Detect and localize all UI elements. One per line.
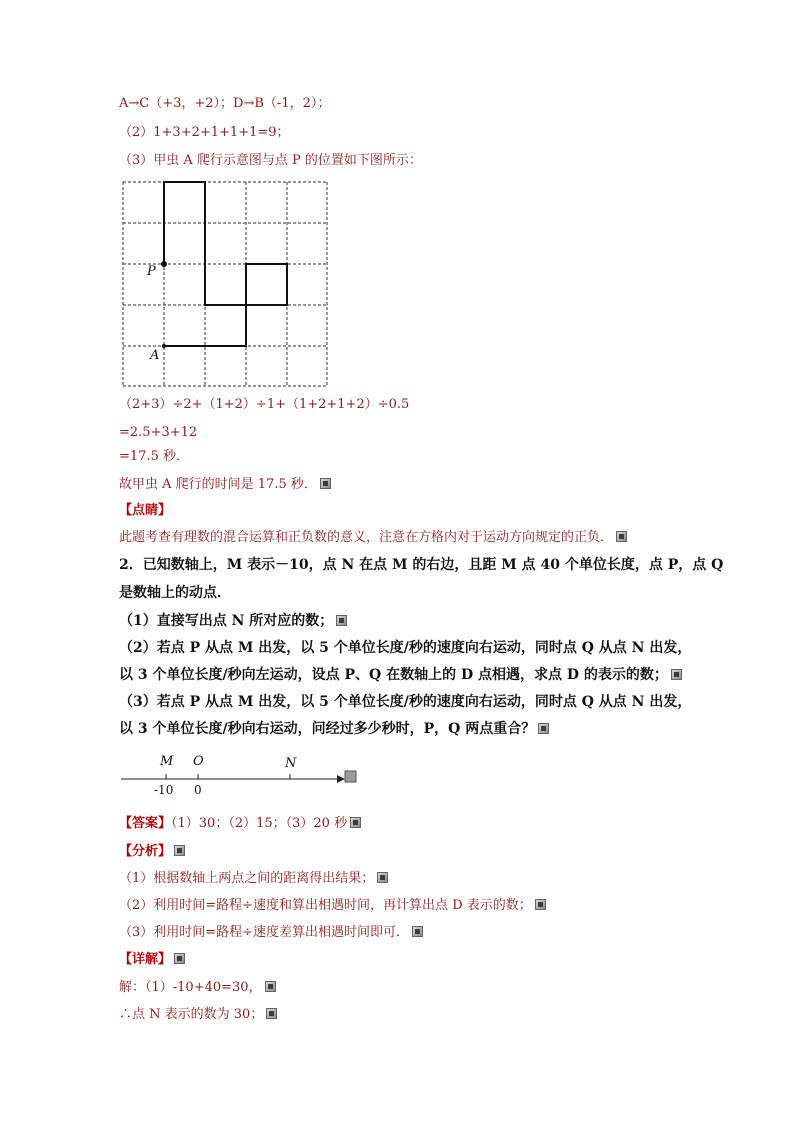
small-square: [246, 264, 287, 305]
answer-text: （1）30；（2）15；（3）20 秒: [171, 816, 348, 831]
marker-icon: [320, 478, 331, 489]
marker-icon: [377, 872, 388, 883]
marker-icon: [538, 723, 549, 734]
question-2-part-3b: 以 3 个单位长度/秒向右运动，问经过多少秒时，P，Q 两点重合？: [119, 720, 549, 738]
conclusion-line: 故甲虫 A 爬行的时间是 17.5 秒．: [119, 476, 331, 494]
calc-line-1: （2+3）÷2+（1+2）÷1+（1+2+1+2）÷0.5: [119, 397, 410, 412]
question-2-line-2: 是数轴上的动点．: [119, 585, 231, 601]
point-a: [162, 344, 166, 348]
answer-line-1: A→C（+3，+2）；D→B（-1，2）；: [119, 96, 331, 111]
answer-row: [119, 815, 361, 833]
marker-icon: [671, 669, 682, 680]
question-2-part-1: （1）直接写出点 N 所对应的数；: [119, 612, 347, 630]
tick-o: 0: [194, 783, 202, 797]
label-a: A: [150, 348, 160, 363]
question-2-part-3a: （3）若点 P 从点 M 出发，以 5 个单位长度/秒的速度向右运动，同时点 Q 从点 N 出发，: [119, 694, 692, 710]
dianjing-text: 此题考查有理数的混合运算和正负数的意义，注意在方格内对于运动方向规定的正负．: [119, 529, 627, 547]
label-o: O: [193, 754, 204, 769]
number-line: [119, 748, 369, 800]
label-m: M: [160, 754, 174, 769]
marker-icon: [265, 981, 276, 992]
marker-icon: [616, 531, 627, 542]
calc-line-2: =2.5+3+12: [119, 425, 198, 440]
marker-icon: [174, 845, 185, 856]
calc-line-3: =17.5 秒．: [119, 449, 189, 464]
answer-line-3: （3）甲虫 A 爬行示意图与点 P 的位置如下图所示：: [119, 153, 422, 168]
marker-icon: [350, 817, 361, 828]
answer-line-2: （2）1+3+2+1+1+1=9；: [119, 125, 290, 140]
marker-icon: [412, 926, 423, 937]
dianjing-heading: 【点睛】: [119, 503, 172, 518]
arrow-head: [337, 775, 345, 783]
fenxi-line-1: （1）根据数轴上两点之间的距离得出结果；: [119, 870, 388, 888]
question-2-line-1: 2．已知数轴上，M 表示－10，点 N 在点 M 的右边，且距 M 点 40 个单位长度，点 P，点 Q: [119, 557, 724, 573]
point-p: [161, 261, 167, 267]
marker-icon: [345, 771, 356, 782]
marker-icon: [266, 1008, 277, 1019]
label-p: P: [147, 264, 156, 279]
marker-icon: [535, 899, 546, 910]
tick-m: -10: [154, 783, 174, 797]
grid-figure: [119, 178, 331, 390]
fenxi-line-2: （2）利用时间=路程÷速度和算出相遇时间，再计算出点 D 表示的数；: [119, 897, 546, 915]
marker-icon: [174, 953, 185, 964]
fenxi-heading: 【分析】: [119, 843, 185, 861]
marker-icon: [336, 615, 347, 626]
xiangjie-line-2: ∴点 N 表示的数为 30；: [119, 1006, 277, 1024]
question-2-part-2b: 以 3 个单位长度/秒向左运动，设点 P、Q 在数轴上的 D 点相遇，求点 D 的表示的数；: [119, 666, 682, 684]
question-2-part-2a: （2）若点 P 从点 M 出发，以 5 个单位长度/秒的速度向右运动，同时点 Q 从点 N 出发，: [119, 640, 692, 656]
xiangjie-line-1: 解：（1）-10+40=30，: [119, 979, 276, 997]
label-n: N: [285, 756, 297, 771]
fenxi-line-3: （3）利用时间=路程÷速度差算出相遇时间即可．: [119, 924, 423, 942]
answer-heading: 【答案】: [119, 816, 172, 831]
xiangjie-heading: 【详解】: [119, 951, 185, 969]
